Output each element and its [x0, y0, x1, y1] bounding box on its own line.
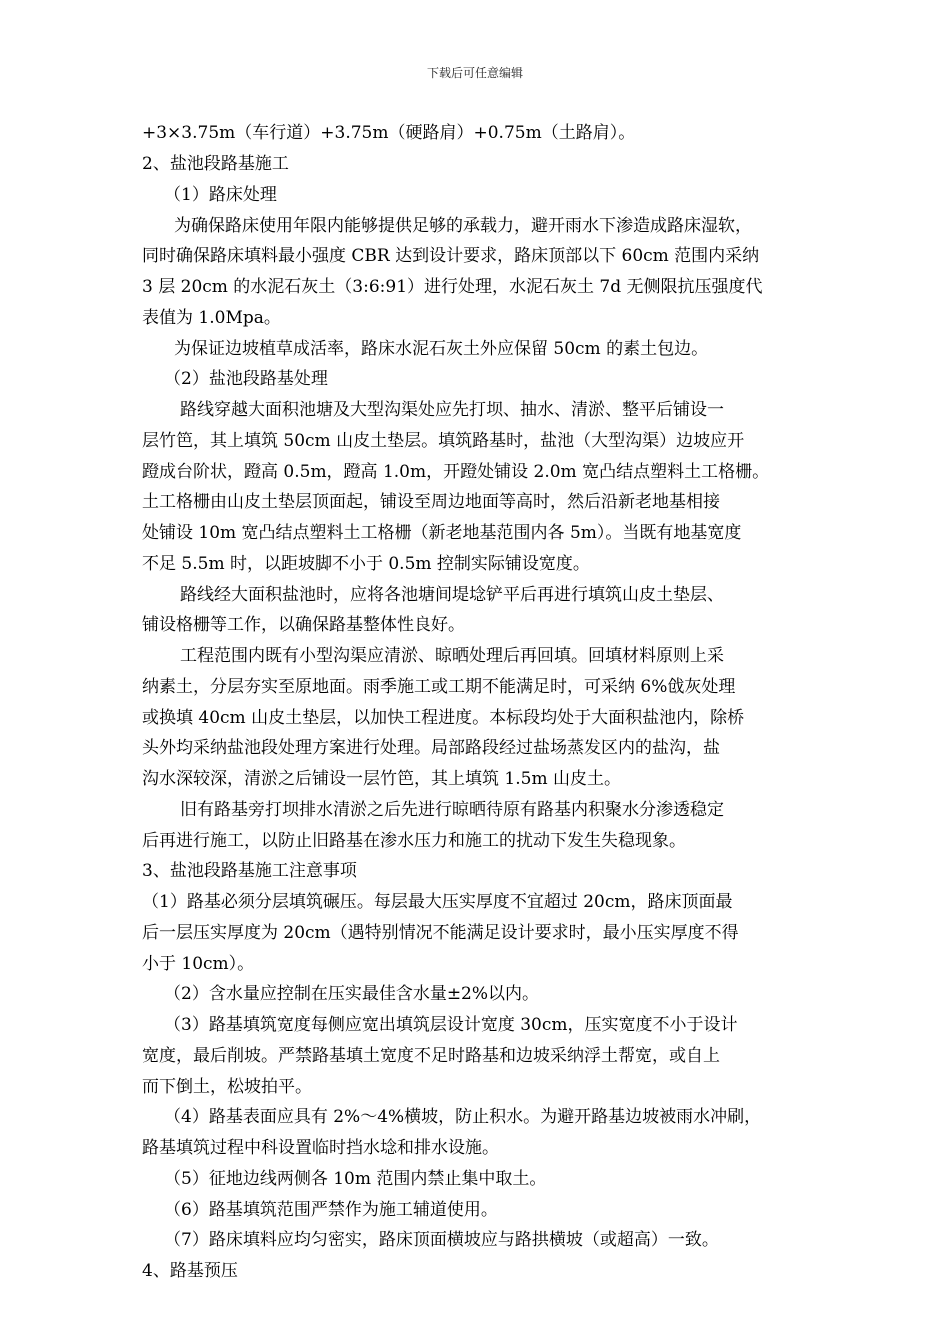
text-line: 纳素土，分层夯实至原地面。雨季施工或工期不能满足时，可采纳 6%戗灰处理 [142, 677, 736, 697]
text-line: 不足 5.5m 时，以距坡脚不小于 0.5m 控制实际铺设宽度。 [142, 554, 590, 574]
text-line: 3 层 20cm 的水泥石灰土（3:6:91）进行处理，水泥石灰土 7d 无侧限抗压强度代 [142, 277, 763, 297]
text-line: 后一层压实厚度为 20cm（遇特别情况不能满足设计要求时，最小压实厚度不得 [142, 923, 739, 943]
text-line: 蹬成台阶状，蹬高 0.5m，蹬高 1.0m，开蹬处铺设 2.0m 宽凸结点塑料土工格栅。 [142, 462, 770, 482]
subsection-heading: （1）路床处理 [164, 185, 277, 205]
page-header: 下载后可任意编辑 [426, 66, 523, 80]
text-line: （5）征地边线两侧各 10m 范围内禁止集中取土。 [164, 1169, 547, 1189]
section-heading: 3、盐池段路基施工注意事项 [142, 861, 357, 881]
text-line: 后再进行施工，以防止旧路基在渗水压力和施工的扰动下发生失稳现象。 [142, 831, 686, 851]
text-line: 路基填筑过程中科设置临时挡水埝和排水设施。 [142, 1138, 499, 1158]
text-line: 处铺设 10m 宽凸结点塑料土工格栅（新老地基范围内各 5m）。当既有地基宽度 [142, 523, 742, 543]
text-line: 宽度，最后削坡。严禁路基填土宽度不足时路基和边坡采纳浮土帮宽，或自上 [142, 1046, 720, 1066]
text-line: 层竹笆，其上填筑 50cm 山皮土垫层。填筑路基时，盐池（大型沟渠）边坡应开 [142, 431, 745, 451]
text-line: 工程范围内既有小型沟渠应清淤、晾晒处理后再回填。回填材料原则上采 [180, 646, 724, 666]
text-line: 为确保路床使用年限内能够提供足够的承载力，避开雨水下渗造成路床湿软， [174, 216, 752, 236]
text-line: 头外均采纳盐池段处理方案进行处理。局部路段经过盐场蒸发区内的盐沟，盐 [142, 738, 720, 758]
text-line: 沟水深较深，清淤之后铺设一层竹笆，其上填筑 1.5m 山皮土。 [142, 769, 621, 789]
text-line: 土工格栅由山皮土垫层顶面起，铺设至周边地面等高时，然后沿新老地基相接 [142, 492, 720, 512]
text-line: （3）路基填筑宽度每侧应宽出填筑层设计宽度 30cm，压实宽度不小于设计 [164, 1015, 738, 1035]
text-line: （2）含水量应控制在压实最佳含水量±2%以内。 [164, 984, 540, 1004]
section-heading: 4、路基预压 [142, 1261, 238, 1281]
section-heading: 2、盐池段路基施工 [142, 154, 289, 174]
subsection-heading: （2）盐池段路基处理 [164, 369, 328, 389]
text-line: 或换填 40cm 山皮土垫层，以加快工程进度。本标段均处于大面积盐池内，除桥 [142, 708, 745, 728]
text-line: 旧有路基旁打坝排水清淤之后先进行晾晒待原有路基内积聚水分渗透稳定 [180, 800, 724, 820]
text-line: （4）路基表面应具有 2%～4%横坡，防止积水。为避开路基边坡被雨水冲刷， [164, 1107, 762, 1127]
text-line: 路线经大面积盐池时，应将各池塘间堤埝铲平后再进行填筑山皮土垫层、 [180, 585, 724, 605]
text-line: 而下倒土，松坡拍平。 [142, 1077, 312, 1097]
text-line: +3×3.75m（车行道）+3.75m（硬路肩）+0.75m（土路肩）。 [142, 123, 636, 143]
text-line: 表值为 1.0Mpa。 [142, 308, 281, 328]
text-line: 同时确保路床填料最小强度 CBR 达到设计要求，路床顶部以下 60cm 范围内采纳 [142, 246, 760, 266]
text-line: （1）路基必须分层填筑碾压。每层最大压实厚度不宜超过 20cm，路床顶面最 [142, 892, 733, 912]
text-line: （7）路床填料应均匀密实，路床顶面横坡应与路拱横坡（或超高）一致。 [164, 1230, 719, 1250]
text-line: 小于 10cm）。 [142, 954, 255, 974]
text-line: 铺设格栅等工作，以确保路基整体性良好。 [142, 615, 465, 635]
text-line: 为保证边坡植草成活率，路床水泥石灰土外应保留 50cm 的素土包边。 [174, 339, 709, 359]
text-line: 路线穿越大面积池塘及大型沟渠处应先打坝、抽水、清淤、整平后铺设一 [180, 400, 724, 420]
text-line: （6）路基填筑范围严禁作为施工辅道使用。 [164, 1200, 498, 1220]
